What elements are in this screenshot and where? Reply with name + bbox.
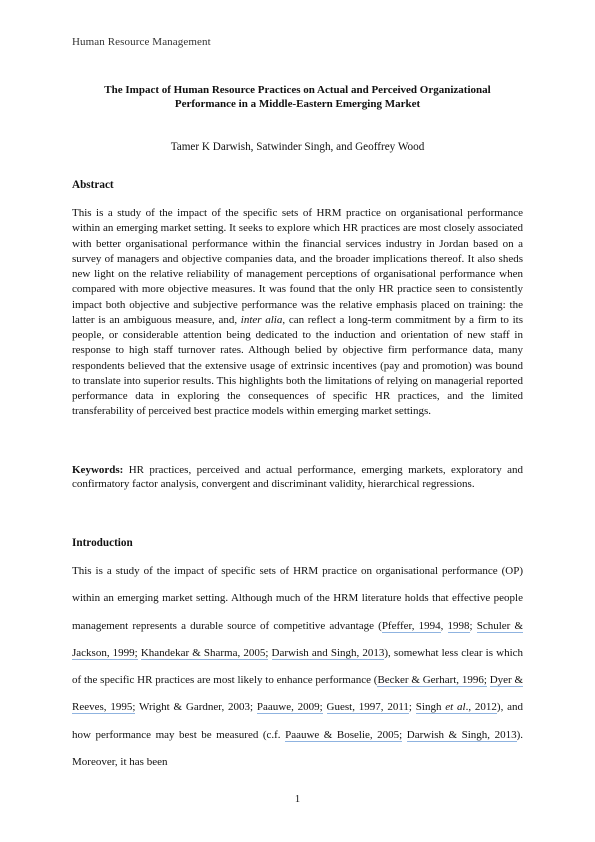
intro-text-1: This is a study of the impact of specific sets of HRM practice on organisational performance (OP) within an emerging market setting. Although much of the HRM literature holds that effective people management represents a durable source of competitive advantage ( <box>72 565 523 632</box>
introduction-text <box>72 558 523 776</box>
citation-link[interactable] <box>416 701 497 714</box>
intro-text-6: ), somewhat less clear is which of the specific HR practices are most likely to enhance performance ( <box>72 646 524 686</box>
intro-text-9 <box>323 701 327 713</box>
citation-link[interactable]: Darwish & Singh, 2013 <box>406 728 517 741</box>
citation-part: ., 2012 <box>465 701 497 714</box>
intro-text-2: , <box>440 619 448 632</box>
citation-link[interactable]: Paauwe & Boselie, 2005; <box>285 728 403 741</box>
intro-text-8: Wright & Gardner, 2003; <box>135 701 257 714</box>
citation-link[interactable]: Paauwe, 2009; <box>256 701 323 714</box>
abstract-italic: inter alia <box>240 313 283 326</box>
running-head: Human Resource Management <box>72 36 211 48</box>
citation-link[interactable]: Schuler & Jackson, 1999; <box>72 619 523 659</box>
keywords-label: Keywords: <box>72 464 124 476</box>
intro-text-11: ), and how performance may best be measured (c.f. <box>72 701 524 741</box>
keywords <box>72 464 523 491</box>
page-number: 1 <box>294 794 301 805</box>
intro-text-13: ). Moreover, it has been <box>72 728 523 768</box>
citation-link[interactable]: Dyer & Reeves, 1995; <box>72 674 524 714</box>
author-list: Tamer K Darwish, Satwinder Singh, and Geoffrey Wood <box>170 141 425 153</box>
citation-link[interactable]: Khandekar & Sharma, 2005; <box>140 646 269 659</box>
citation-part: Singh <box>415 701 446 714</box>
citation-part-italic: et al <box>445 701 466 714</box>
abstract-text <box>72 206 523 420</box>
title-line-1: The Impact of Human Resource Practices on Actual and Perceived Organizational <box>104 84 491 96</box>
citation-link[interactable]: Darwish and Singh, 2013 <box>271 646 385 659</box>
citation-link[interactable]: Pfeffer, 1994 <box>381 619 441 632</box>
title-line-2: Performance in a Middle-Eastern Emerging Market <box>174 98 421 110</box>
abstract-part-2: , can reflect a long-term commitment by a firm to its people, or considerable attention being dedicated to the induction and orientation of new staff in response to high staff turnover rates. Although belied by objective firm performance data, many respondents believed that the extensive usage of extrinsic incentives (pay and promotion) was bound to translate into superior results. This highlights both the limitations of relying on managerial reported performance data in exploring the consequences of specific HR practices, and the limited transferability of perceived best practice models within emerging market settings. <box>72 313 524 418</box>
citation-link[interactable]: Becker & Gerhart, 1996; <box>377 674 487 686</box>
intro-text-3: ; <box>469 619 477 632</box>
keywords-text: HR practices, perceived and actual performance, emerging markets, exploratory and confirmatory factor analysis, convergent and discriminant validity, hierarchical regressions. <box>72 464 523 490</box>
introduction-heading: Introduction <box>72 537 133 549</box>
abstract-heading: Abstract <box>72 179 114 191</box>
abstract-part-1: This is a study of the impact of the specific sets of HRM practice on organisational performance within an emerging market setting. It seeks to explore which HR practices are most closely associated with better organisational performance within the financial services industry in Jordan based on a survey of managers and objective companies data, and the broader implications thereof. It also sheds new light on the relative reliability of management perceptions of organisational performance when compared with more objective measures. It was found that the only HR practice seen to consistently impact both objective and subjective performance was the relative emphasis placed on training: the latter is an ambiguous measure, and, <box>72 207 523 326</box>
citation-link[interactable]: Guest, 1997, 2011 <box>326 701 409 714</box>
intro-text-10: ; <box>408 701 416 714</box>
citation-link[interactable]: 1998 <box>447 619 470 632</box>
paper-title <box>72 83 523 111</box>
